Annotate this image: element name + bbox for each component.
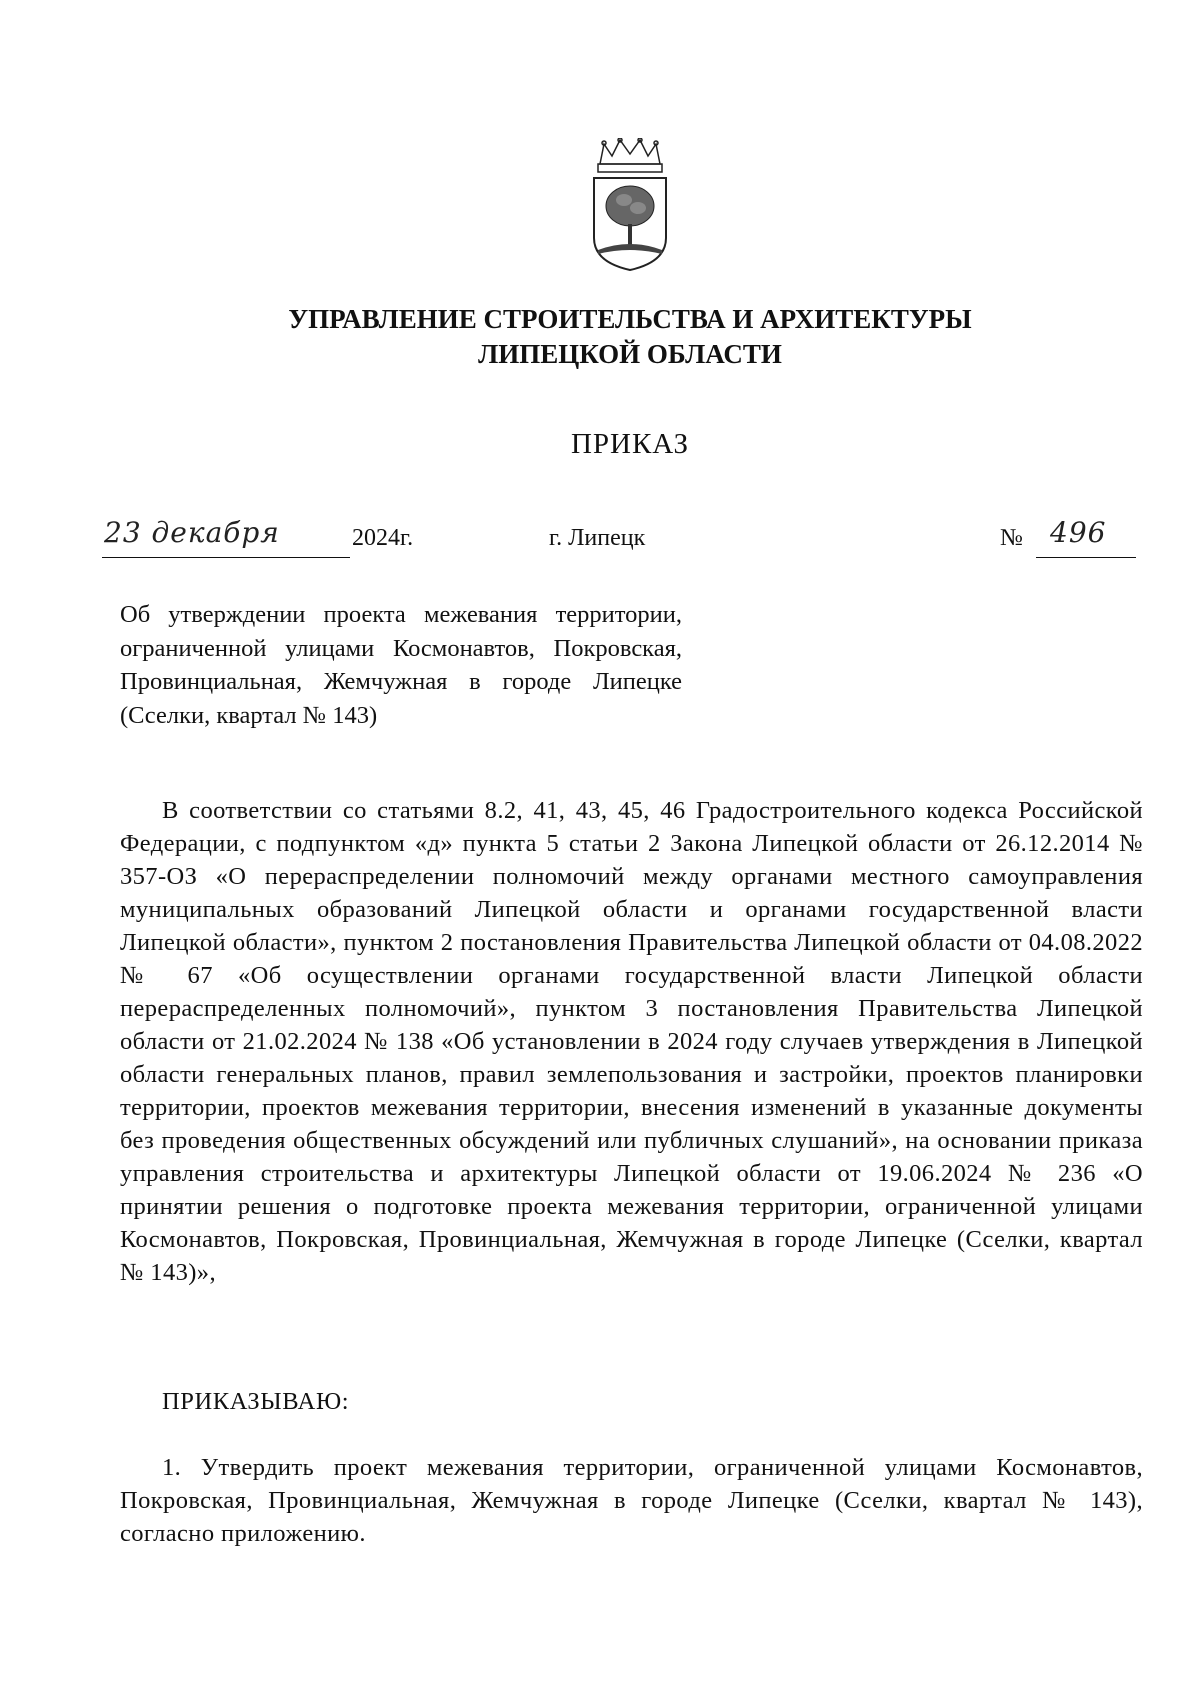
organization-line-1: УПРАВЛЕНИЕ СТРОИТЕЛЬСТВА И АРХИТЕКТУРЫ bbox=[288, 304, 972, 334]
document-year: 2024г. bbox=[352, 525, 414, 551]
order-item-1: 1. Утвердить проект межевания территории, ограниченной улицами Космонавтов, Покровская, Провинциальная, Жемчужная в городе Липецке (Сселки, квартал № 143), согласно приложению. bbox=[120, 1454, 1143, 1547]
document-city: г. Липецк bbox=[549, 525, 646, 551]
lipetsk-coat-of-arms-icon bbox=[588, 138, 672, 272]
number-underline bbox=[1036, 557, 1136, 558]
date-underline bbox=[102, 557, 350, 558]
organization-name bbox=[0, 302, 1200, 372]
number-sign: № bbox=[1000, 525, 1023, 551]
document-type: ПРИКАЗ bbox=[570, 428, 690, 460]
order-word: ПРИКАЗЫВАЮ: bbox=[162, 1388, 350, 1415]
handwritten-date: 23 декабря bbox=[104, 516, 280, 549]
organization-line-2: ЛИПЕЦКОЙ ОБЛАСТИ bbox=[478, 339, 782, 369]
preamble-paragraph: В соответствии со статьями 8.2, 41, 43, 45, 46 Градостроительного кодекса Российской Федерации, с подпунктом «д» пункта 5 статьи 2 Закона Липецкой области от 26.12.2014 № 357-ОЗ «О перераспределении полномочий между органами местного самоуправления муниципальных образований Липецкой области и органами государственной власти Липецкой области», пунктом 2 постановления Правительства Липецкой области от 04.08.2022 № 67 «Об осуществлении органами государственной власти Липецкой области перераспределенных полномочий», пунктом 3 постановления Правительства Липецкой области от 21.02.2024 № 138 «Об установлении в 2024 году случаев утверждения в Липецкой области генеральных планов, правил землепользования и застройки, проектов планировки территории, проектов межевания территории, внесения изменений в указанные документы без проведения общественных обсуждений или публичных слушаний», на основании приказа управления строительства и архитектуры Липецкой области от 19.06.2024 № 236 «О принятии решения о подготовке проекта межевания территории, ограниченной улицами Космонавтов, Покровская, Провинциальная, Жемчужная в городе Липецке (Сселки, квартал № 143)», bbox=[120, 797, 1143, 1286]
handwritten-number: 496 bbox=[1050, 516, 1107, 549]
document-subject: Об утверждении проекта межевания территории, ограниченной улицами Космонавтов, Покровская, Провинциальная, Жемчужная в городе Липецке (Сселки, квартал № 143) bbox=[120, 601, 682, 729]
